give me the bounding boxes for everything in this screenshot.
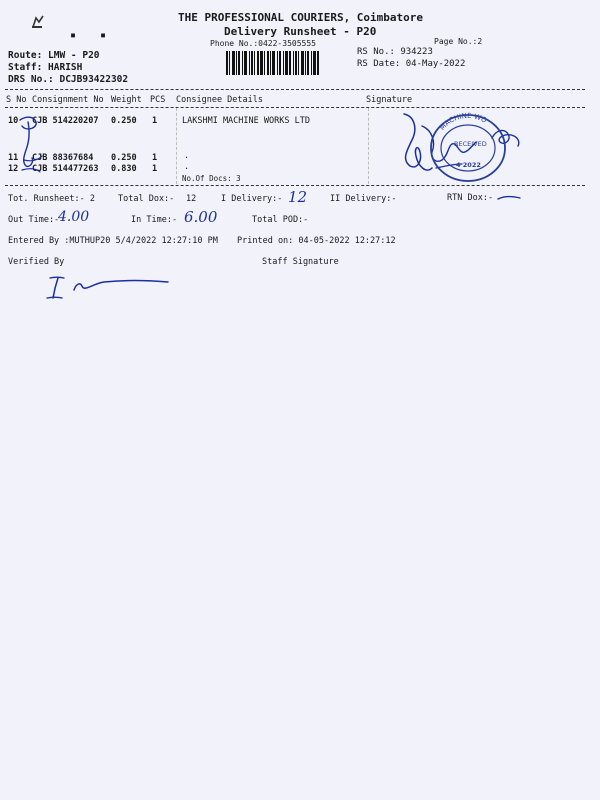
table-row-sno: 11: [8, 153, 19, 163]
route: Route: LMW - P20: [8, 50, 100, 61]
scan-dot: ▪: [100, 30, 107, 41]
col-header-consignee: Consignee Details: [176, 95, 263, 105]
verifier-signature: [44, 270, 174, 304]
no-of-docs: No.Of Docs: 3: [182, 174, 241, 183]
in-time-label: In Time:-: [131, 215, 178, 225]
total-dox-value: 12: [186, 194, 197, 204]
company-logo-icon: [30, 14, 46, 30]
table-row-pcs: 1: [152, 153, 158, 163]
company-name: THE PROFESSIONAL COURIERS, Coimbatore: [178, 11, 424, 24]
table-row-weight: 0.830: [111, 164, 137, 174]
col-header-consignment: Consignment No: [32, 95, 104, 105]
drs-number: DRS No.: DCJB93422302: [8, 74, 129, 85]
handwritten-tick-marks: [12, 110, 52, 185]
barcode: [226, 51, 342, 75]
page-number: Page No.:2: [434, 37, 483, 46]
column-divider: [176, 108, 177, 184]
col-header-signature: Signature: [366, 95, 413, 105]
scan-dot: ▪: [70, 30, 77, 41]
sheet-title: Delivery Runsheet - P20: [224, 25, 377, 38]
i-delivery-label: I Delivery:-: [221, 194, 283, 204]
rtn-dox-label: RTN Dox:-: [447, 193, 494, 203]
verified-by-label: Verified By: [8, 257, 65, 267]
table-row-consignee: .: [184, 162, 190, 172]
table-row-consignment: CJB 514477263: [32, 164, 99, 174]
table-top-rule: [5, 89, 585, 90]
table-row-weight: 0.250: [111, 116, 137, 126]
in-time-handwritten: 6.00: [184, 208, 218, 226]
col-header-pcs: PCS: [150, 95, 166, 105]
col-header-sno: S No: [6, 95, 27, 105]
stamp-received-text: RECEIVED: [454, 140, 487, 148]
i-delivery-handwritten: 12: [288, 188, 308, 206]
rtn-dox-dash-mark: [496, 193, 522, 203]
printed-on: Printed on: 04-05-2022 12:27:12: [237, 236, 396, 246]
out-time-label: Out Time:-: [8, 215, 60, 225]
phone-number: Phone No.:0422-3505555: [210, 39, 316, 48]
staff: Staff: HARISH: [8, 62, 83, 73]
company-seal-stamp: [428, 112, 508, 184]
table-row-pcs: 1: [152, 116, 158, 126]
total-dox-label: Total Dox:-: [118, 194, 175, 204]
out-time-handwritten: 4.00: [58, 209, 90, 225]
tot-runsheet: Tot. Runsheet:- 2: [8, 194, 95, 204]
column-divider: [368, 108, 369, 184]
table-row-sno: 10: [8, 116, 19, 126]
rs-number: RS No.: 934223: [357, 47, 433, 57]
col-header-weight: Weight: [111, 95, 142, 105]
table-row-weight: 0.250: [111, 153, 137, 163]
table-row-consignee: .: [184, 151, 190, 161]
rs-date: RS Date: 04-May-2022: [357, 59, 466, 69]
staff-signature-label: Staff Signature: [262, 257, 339, 267]
ii-delivery-label: II Delivery:-: [330, 194, 397, 204]
stamp-date-text: 4 2022: [456, 161, 481, 169]
stamp-top-text: MACHINE WO: [438, 112, 489, 132]
svg-text:MACHINE WO: [438, 112, 488, 132]
table-row-consignment: CJB 88367684: [32, 153, 94, 163]
table-row-consignment: CJB 514220207: [32, 116, 99, 126]
total-pod-label: Total POD:-: [252, 215, 309, 225]
entered-by: Entered By :MUTHUP20 5/4/2022 12:27:10 PM: [8, 236, 218, 246]
table-row-consignee: LAKSHMI MACHINE WORKS LTD: [182, 116, 310, 126]
table-row-sno: 12: [8, 164, 19, 174]
table-row-pcs: 1: [152, 164, 158, 174]
